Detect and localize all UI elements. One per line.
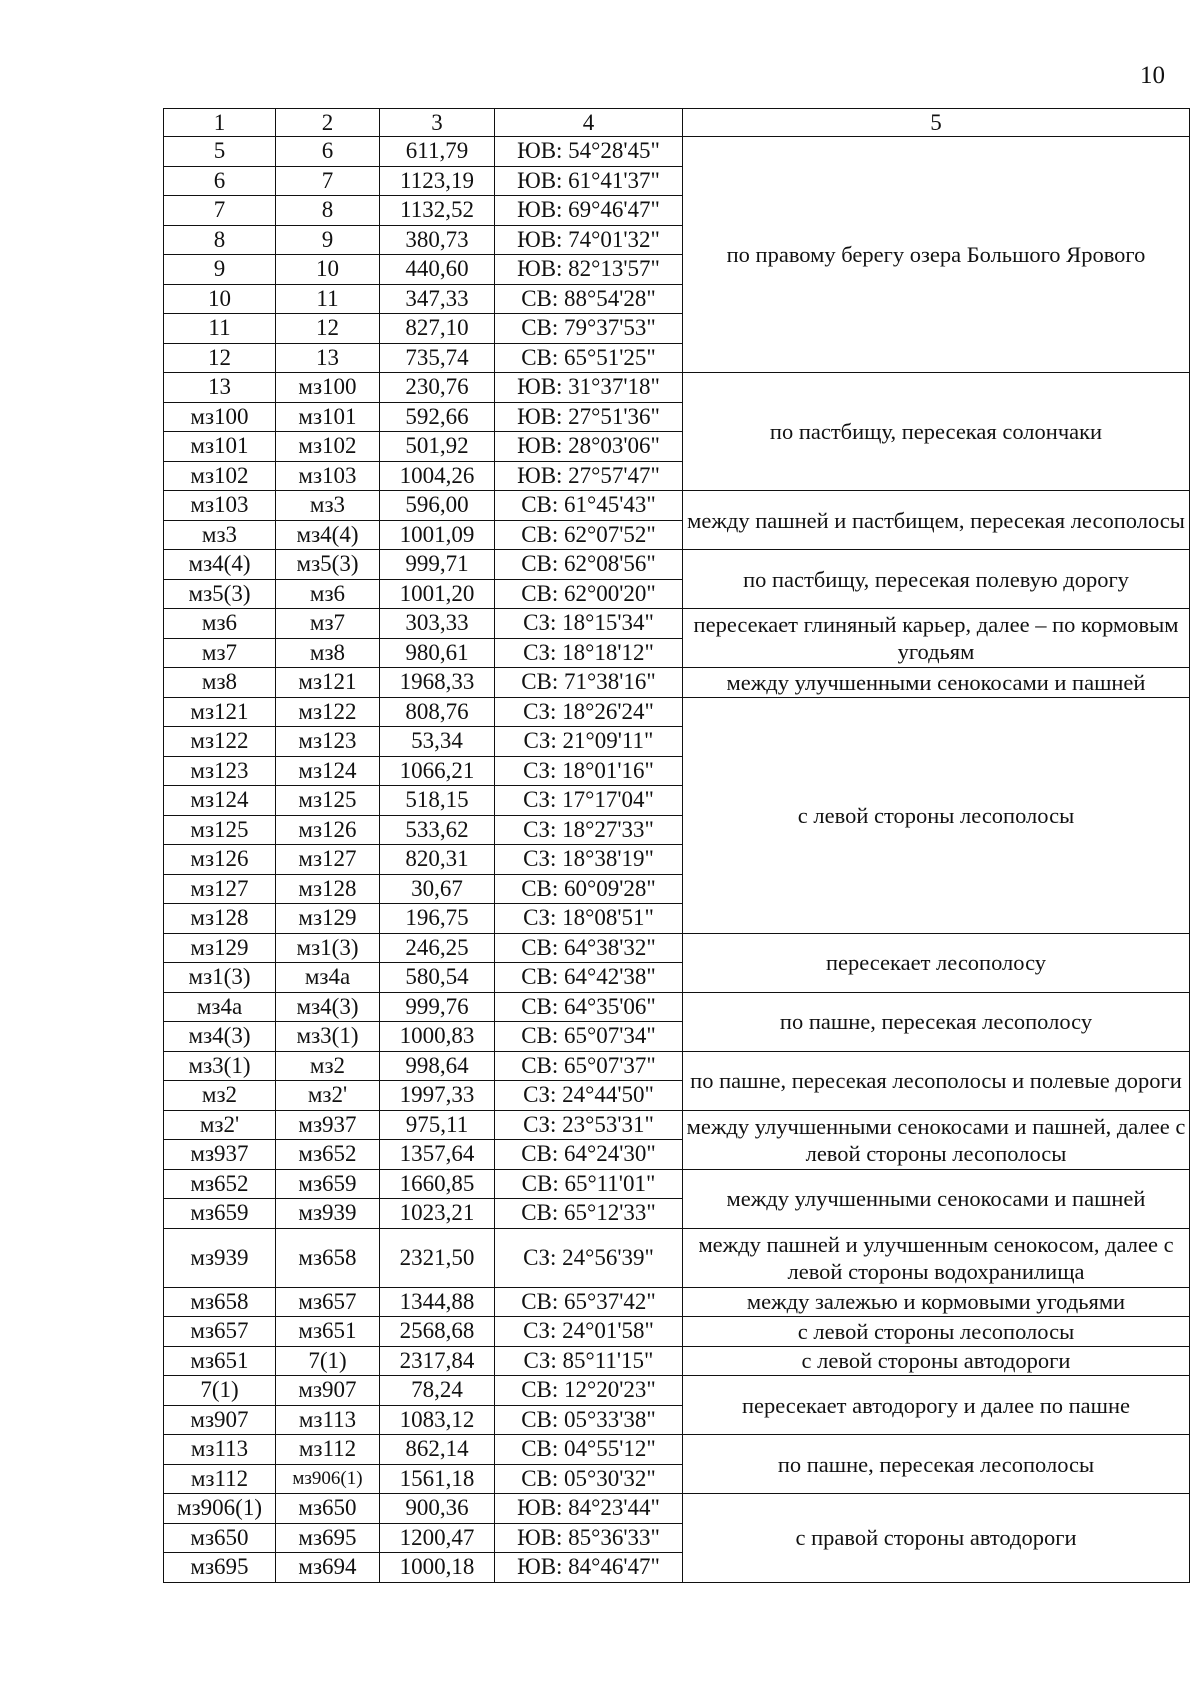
table-row (164, 550, 1190, 580)
table-row (164, 491, 1190, 521)
cell-from: мз112 (164, 1464, 276, 1494)
cell-bearing: СЗ: 85°11'15" (495, 1346, 683, 1376)
cell-bearing: СЗ: 18°15'34" (495, 609, 683, 639)
cell-bearing: ЮВ: 61°41'37" (495, 166, 683, 196)
cell-to: мз2' (276, 1081, 380, 1111)
cell-bearing: СВ: 65°07'37" (495, 1051, 683, 1081)
cell-length: 1357,64 (380, 1140, 495, 1170)
cell-to: мз126 (276, 815, 380, 845)
cell-from: мз652 (164, 1169, 276, 1199)
cell-from: 9 (164, 255, 276, 285)
cell-bearing: СВ: 60°09'28" (495, 874, 683, 904)
cell-to: 13 (276, 343, 380, 373)
cell-length: 980,61 (380, 638, 495, 668)
cell-description: по пастбищу, пересекая солончаки (683, 373, 1190, 491)
cell-to: мз6 (276, 579, 380, 609)
cell-from: мз125 (164, 815, 276, 845)
cell-from: мз657 (164, 1317, 276, 1347)
cell-length: 1001,09 (380, 520, 495, 550)
page-number: 10 (1140, 62, 1165, 89)
cell-length: 2568,68 (380, 1317, 495, 1347)
cell-length: 1066,21 (380, 756, 495, 786)
cell-bearing: СЗ: 18°01'16" (495, 756, 683, 786)
cell-length: 1123,19 (380, 166, 495, 196)
table-header-row (164, 109, 1190, 137)
cell-to: 12 (276, 314, 380, 344)
cell-description: между улучшенными сенокосами и пашней (683, 1169, 1190, 1228)
cell-to: 7(1) (276, 1346, 380, 1376)
cell-bearing: СВ: 65°11'01" (495, 1169, 683, 1199)
cell-length: 1132,52 (380, 196, 495, 226)
cell-from: мз7 (164, 638, 276, 668)
cell-to: мз102 (276, 432, 380, 462)
cell-bearing: СВ: 64°35'06" (495, 992, 683, 1022)
cell-to: мз1(3) (276, 933, 380, 963)
cell-bearing: ЮВ: 69°46'47" (495, 196, 683, 226)
cell-bearing: СВ: 04°55'12" (495, 1435, 683, 1465)
cell-length: 592,66 (380, 402, 495, 432)
cell-to: мз907 (276, 1376, 380, 1406)
cell-description: пересекает лесополосу (683, 933, 1190, 992)
cell-length: 1000,83 (380, 1022, 495, 1052)
cell-description: по правому берегу озера Большого Ярового (683, 137, 1190, 373)
cell-length: 827,10 (380, 314, 495, 344)
cell-length: 246,25 (380, 933, 495, 963)
cell-bearing: СЗ: 18°26'24" (495, 697, 683, 727)
cell-to: мз659 (276, 1169, 380, 1199)
cell-description: с левой стороны лесополосы (683, 697, 1190, 933)
cell-description: с левой стороны автодороги (683, 1346, 1190, 1376)
cell-to: 6 (276, 137, 380, 167)
cell-from: мз127 (164, 874, 276, 904)
cell-length: 900,36 (380, 1494, 495, 1524)
cell-from: мз650 (164, 1523, 276, 1553)
header-cell: 2 (276, 109, 380, 137)
cell-from: мз3 (164, 520, 276, 550)
cell-length: 533,62 (380, 815, 495, 845)
cell-length: 1344,88 (380, 1287, 495, 1317)
cell-to: мз112 (276, 1435, 380, 1465)
cell-length: 580,54 (380, 963, 495, 993)
cell-bearing: ЮВ: 84°46'47" (495, 1553, 683, 1583)
cell-length: 999,71 (380, 550, 495, 580)
cell-description: между залежью и кормовыми угодьями (683, 1287, 1190, 1317)
cell-length: 820,31 (380, 845, 495, 875)
cell-to: мз906(1) (276, 1464, 380, 1494)
cell-from: мз113 (164, 1435, 276, 1465)
cell-description: пересекает глиняный карьер, далее – по кормовым угодьям (683, 609, 1190, 668)
cell-bearing: СВ: 65°12'33" (495, 1199, 683, 1229)
table-row (164, 1051, 1190, 1081)
cell-from: мз658 (164, 1287, 276, 1317)
cell-description: между улучшенными сенокосами и пашней, далее с левой стороны лесополосы (683, 1110, 1190, 1169)
cell-to: мз113 (276, 1405, 380, 1435)
cell-bearing: СВ: 05°30'32" (495, 1464, 683, 1494)
cell-from: мз907 (164, 1405, 276, 1435)
cell-to: мз652 (276, 1140, 380, 1170)
cell-from: мз123 (164, 756, 276, 786)
table-row (164, 933, 1190, 963)
table-row (164, 1169, 1190, 1199)
cell-bearing: ЮВ: 27°57'47" (495, 461, 683, 491)
cell-from: 11 (164, 314, 276, 344)
cell-bearing: СВ: 05°33'38" (495, 1405, 683, 1435)
cell-bearing: ЮВ: 28°03'06" (495, 432, 683, 462)
cell-from: мз906(1) (164, 1494, 276, 1524)
cell-to: мз100 (276, 373, 380, 403)
cell-bearing: ЮВ: 31°37'18" (495, 373, 683, 403)
cell-bearing: СВ: 88°54'28" (495, 284, 683, 314)
table-row (164, 137, 1190, 167)
cell-to: мз694 (276, 1553, 380, 1583)
cell-bearing: ЮВ: 84°23'44" (495, 1494, 683, 1524)
header-cell: 5 (683, 109, 1190, 137)
cell-from: мз128 (164, 904, 276, 934)
cell-description: между пашней и пастбищем, пересекая лесополосы (683, 491, 1190, 550)
cell-bearing: СЗ: 18°08'51" (495, 904, 683, 934)
cell-to: мз650 (276, 1494, 380, 1524)
table-row (164, 1376, 1190, 1406)
cell-bearing: СВ: 64°42'38" (495, 963, 683, 993)
cell-bearing: ЮВ: 82°13'57" (495, 255, 683, 285)
cell-length: 30,67 (380, 874, 495, 904)
cell-from: мз2 (164, 1081, 276, 1111)
cell-from: мз8 (164, 668, 276, 698)
cell-to: мз2 (276, 1051, 380, 1081)
cell-from: мз651 (164, 1346, 276, 1376)
cell-length: 735,74 (380, 343, 495, 373)
cell-bearing: ЮВ: 85°36'33" (495, 1523, 683, 1553)
cell-from: мз4а (164, 992, 276, 1022)
cell-from: мз2' (164, 1110, 276, 1140)
cell-length: 2317,84 (380, 1346, 495, 1376)
cell-length: 1997,33 (380, 1081, 495, 1111)
cell-bearing: ЮВ: 54°28'45" (495, 137, 683, 167)
cell-from: мз121 (164, 697, 276, 727)
cell-to: мз657 (276, 1287, 380, 1317)
table-row (164, 609, 1190, 639)
table-row (164, 992, 1190, 1022)
cell-from: 7(1) (164, 1376, 276, 1406)
table-row (164, 1317, 1190, 1347)
cell-bearing: ЮВ: 74°01'32" (495, 225, 683, 255)
cell-to: 9 (276, 225, 380, 255)
cell-length: 380,73 (380, 225, 495, 255)
cell-from: 8 (164, 225, 276, 255)
cell-from: мз103 (164, 491, 276, 521)
cell-length: 999,76 (380, 992, 495, 1022)
cell-from: мз3(1) (164, 1051, 276, 1081)
cell-bearing: СВ: 62°08'56" (495, 550, 683, 580)
cell-from: мз4(4) (164, 550, 276, 580)
cell-bearing: СВ: 64°38'32" (495, 933, 683, 963)
cell-bearing: СВ: 62°00'20" (495, 579, 683, 609)
cell-to: мз127 (276, 845, 380, 875)
boundary-table (163, 108, 1190, 1583)
cell-to: мз651 (276, 1317, 380, 1347)
cell-from: мз100 (164, 402, 276, 432)
cell-description: по пашне, пересекая лесополосы и полевые дороги (683, 1051, 1190, 1110)
cell-from: 6 (164, 166, 276, 196)
cell-to: мз125 (276, 786, 380, 816)
cell-bearing: СВ: 12°20'23" (495, 1376, 683, 1406)
cell-to: мз939 (276, 1199, 380, 1229)
cell-length: 303,33 (380, 609, 495, 639)
table-row (164, 1494, 1190, 1524)
cell-from: 5 (164, 137, 276, 167)
cell-to: мз7 (276, 609, 380, 639)
cell-to: мз103 (276, 461, 380, 491)
cell-to: мз658 (276, 1228, 380, 1287)
cell-bearing: СВ: 65°51'25" (495, 343, 683, 373)
cell-length: 440,60 (380, 255, 495, 285)
cell-to: мз937 (276, 1110, 380, 1140)
cell-bearing: ЮВ: 27°51'36" (495, 402, 683, 432)
cell-length: 596,00 (380, 491, 495, 521)
table-row (164, 1110, 1190, 1140)
header-cell: 1 (164, 109, 276, 137)
cell-length: 347,33 (380, 284, 495, 314)
table-row (164, 1435, 1190, 1465)
cell-bearing: СЗ: 17°17'04" (495, 786, 683, 816)
cell-length: 1000,18 (380, 1553, 495, 1583)
cell-bearing: СВ: 65°07'34" (495, 1022, 683, 1052)
cell-description: пересекает автодорогу и далее по пашне (683, 1376, 1190, 1435)
cell-to: мз4(4) (276, 520, 380, 550)
cell-to: мз4а (276, 963, 380, 993)
cell-from: мз5(3) (164, 579, 276, 609)
cell-to: 10 (276, 255, 380, 285)
cell-length: 78,24 (380, 1376, 495, 1406)
cell-to: 7 (276, 166, 380, 196)
cell-description: с левой стороны лесополосы (683, 1317, 1190, 1347)
cell-length: 518,15 (380, 786, 495, 816)
cell-bearing: СЗ: 21°09'11" (495, 727, 683, 757)
header-cell: 4 (495, 109, 683, 137)
cell-length: 1660,85 (380, 1169, 495, 1199)
cell-bearing: СЗ: 18°27'33" (495, 815, 683, 845)
cell-to: мз124 (276, 756, 380, 786)
cell-length: 998,64 (380, 1051, 495, 1081)
cell-from: мз4(3) (164, 1022, 276, 1052)
cell-to: 8 (276, 196, 380, 226)
cell-description: по пашне, пересекая лесополосу (683, 992, 1190, 1051)
cell-description: с правой стороны автодороги (683, 1494, 1190, 1583)
cell-to: мз3 (276, 491, 380, 521)
cell-from: мз939 (164, 1228, 276, 1287)
table-row (164, 1228, 1190, 1287)
cell-to: 11 (276, 284, 380, 314)
cell-length: 1023,21 (380, 1199, 495, 1229)
cell-description: по пастбищу, пересекая полевую дорогу (683, 550, 1190, 609)
cell-from: мз101 (164, 432, 276, 462)
cell-to: мз5(3) (276, 550, 380, 580)
cell-to: мз8 (276, 638, 380, 668)
table-row (164, 1346, 1190, 1376)
cell-from: мз129 (164, 933, 276, 963)
cell-bearing: СЗ: 24°44'50" (495, 1081, 683, 1111)
cell-to: мз128 (276, 874, 380, 904)
cell-to: мз695 (276, 1523, 380, 1553)
cell-from: 12 (164, 343, 276, 373)
cell-to: мз122 (276, 697, 380, 727)
cell-bearing: СВ: 62°07'52" (495, 520, 683, 550)
cell-length: 808,76 (380, 697, 495, 727)
cell-bearing: СЗ: 18°18'12" (495, 638, 683, 668)
table-row (164, 668, 1190, 698)
cell-bearing: СЗ: 24°56'39" (495, 1228, 683, 1287)
cell-length: 1001,20 (380, 579, 495, 609)
cell-from: 10 (164, 284, 276, 314)
cell-length: 53,34 (380, 727, 495, 757)
cell-bearing: СВ: 65°37'42" (495, 1287, 683, 1317)
cell-to: мз129 (276, 904, 380, 934)
table-row (164, 1287, 1190, 1317)
cell-to: мз3(1) (276, 1022, 380, 1052)
cell-bearing: СВ: 61°45'43" (495, 491, 683, 521)
cell-from: мз124 (164, 786, 276, 816)
cell-length: 501,92 (380, 432, 495, 462)
cell-length: 1561,18 (380, 1464, 495, 1494)
cell-length: 1083,12 (380, 1405, 495, 1435)
cell-bearing: СЗ: 18°38'19" (495, 845, 683, 875)
cell-to: мз123 (276, 727, 380, 757)
cell-length: 196,75 (380, 904, 495, 934)
cell-to: мз4(3) (276, 992, 380, 1022)
cell-length: 1968,33 (380, 668, 495, 698)
cell-description: между улучшенными сенокосами и пашней (683, 668, 1190, 698)
cell-from: 13 (164, 373, 276, 403)
cell-bearing: СЗ: 23°53'31" (495, 1110, 683, 1140)
cell-from: мз695 (164, 1553, 276, 1583)
cell-bearing: СЗ: 24°01'58" (495, 1317, 683, 1347)
cell-from: мз659 (164, 1199, 276, 1229)
cell-from: мз937 (164, 1140, 276, 1170)
cell-bearing: СВ: 79°37'53" (495, 314, 683, 344)
cell-from: 7 (164, 196, 276, 226)
cell-length: 2321,50 (380, 1228, 495, 1287)
cell-length: 862,14 (380, 1435, 495, 1465)
cell-from: мз6 (164, 609, 276, 639)
cell-length: 975,11 (380, 1110, 495, 1140)
table-row (164, 373, 1190, 403)
header-cell: 3 (380, 109, 495, 137)
cell-from: мз122 (164, 727, 276, 757)
cell-to: мз101 (276, 402, 380, 432)
cell-from: мз1(3) (164, 963, 276, 993)
table-row (164, 697, 1190, 727)
cell-description: между пашней и улучшенным сенокосом, далее с левой стороны водохранилища (683, 1228, 1190, 1287)
cell-to: мз121 (276, 668, 380, 698)
cell-length: 230,76 (380, 373, 495, 403)
cell-bearing: СВ: 71°38'16" (495, 668, 683, 698)
cell-length: 1200,47 (380, 1523, 495, 1553)
cell-from: мз102 (164, 461, 276, 491)
cell-length: 611,79 (380, 137, 495, 167)
cell-bearing: СВ: 64°24'30" (495, 1140, 683, 1170)
cell-length: 1004,26 (380, 461, 495, 491)
cell-description: по пашне, пересекая лесополосы (683, 1435, 1190, 1494)
cell-from: мз126 (164, 845, 276, 875)
